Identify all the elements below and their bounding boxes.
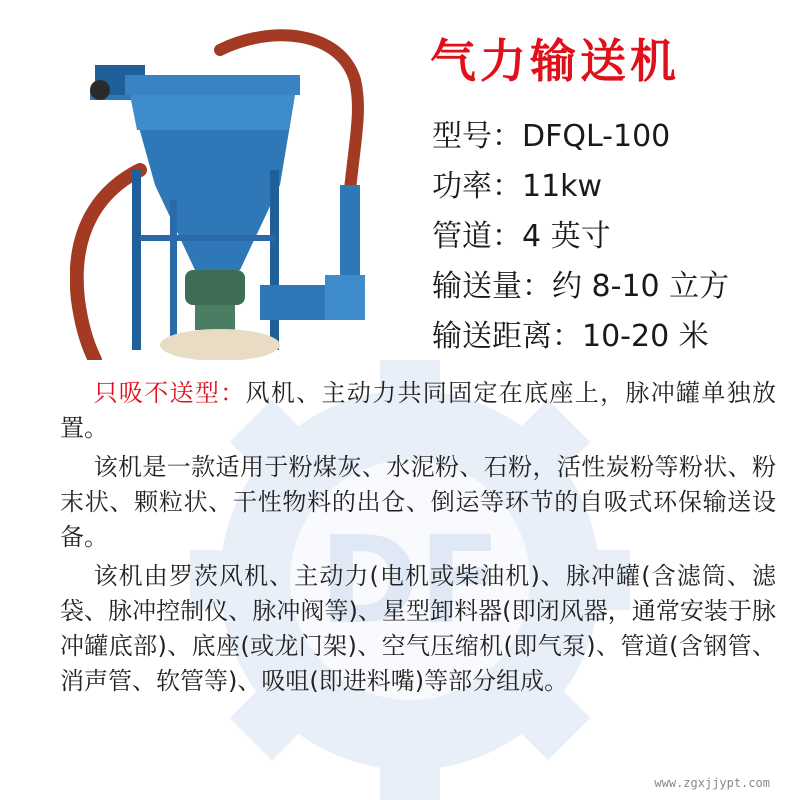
paragraph-components: 该机由罗茨风机、主动力(电机或柴油机)、脉冲罐(含滤筒、滤袋、脉冲控制仪、脉冲阀等)、星型卸料器(即闭风器，通常安装于脉冲罐底部)、底座(或龙门架)、空气压缩机(即气泵)、管道(含钢管、消声管、软管等)、吸咀(即进料嘴)等部分组成。 (60, 562, 776, 695)
spec-capacity (432, 262, 729, 312)
spec-value: 11kw (522, 169, 603, 204)
spec-value: 约 8-10 立方 (552, 269, 730, 304)
highlight-label: 只吸不送型： (93, 379, 246, 407)
spec-pipe (432, 212, 729, 262)
spec-value: 10-20 米 (582, 319, 709, 354)
spec-key: 功率： (432, 169, 522, 204)
spec-distance (432, 312, 729, 362)
description (60, 376, 776, 703)
spec-list (432, 112, 729, 362)
spec-key: 输送距离： (432, 319, 582, 354)
spec-value: DFQL-100 (522, 119, 671, 154)
website-watermark: www.zgxjjypt.com (654, 776, 770, 790)
watermark-text: DF (319, 512, 501, 651)
paragraph-application: 该机是一款适用于粉煤灰、水泥粉、石粉，活性炭粉等粉状、粉末状、颗粒状、干性物料的出仓、倒运等环节的自吸式环保输送设备。 (60, 453, 776, 551)
pneumatic-conveyor-photo (70, 20, 400, 360)
spec-value: 4 英寸 (522, 219, 611, 254)
spec-key: 输送量： (432, 269, 552, 304)
spec-power (432, 162, 729, 212)
product-title: 气力输送机 (430, 34, 680, 88)
paragraph-suction-only (60, 376, 776, 446)
spec-key: 管道： (432, 219, 522, 254)
spec-model (432, 112, 729, 162)
spec-key: 型号： (432, 119, 522, 154)
paragraph-text: 风机、主动力共同固定在底座上，脉冲罐单独放置。 (60, 379, 777, 442)
